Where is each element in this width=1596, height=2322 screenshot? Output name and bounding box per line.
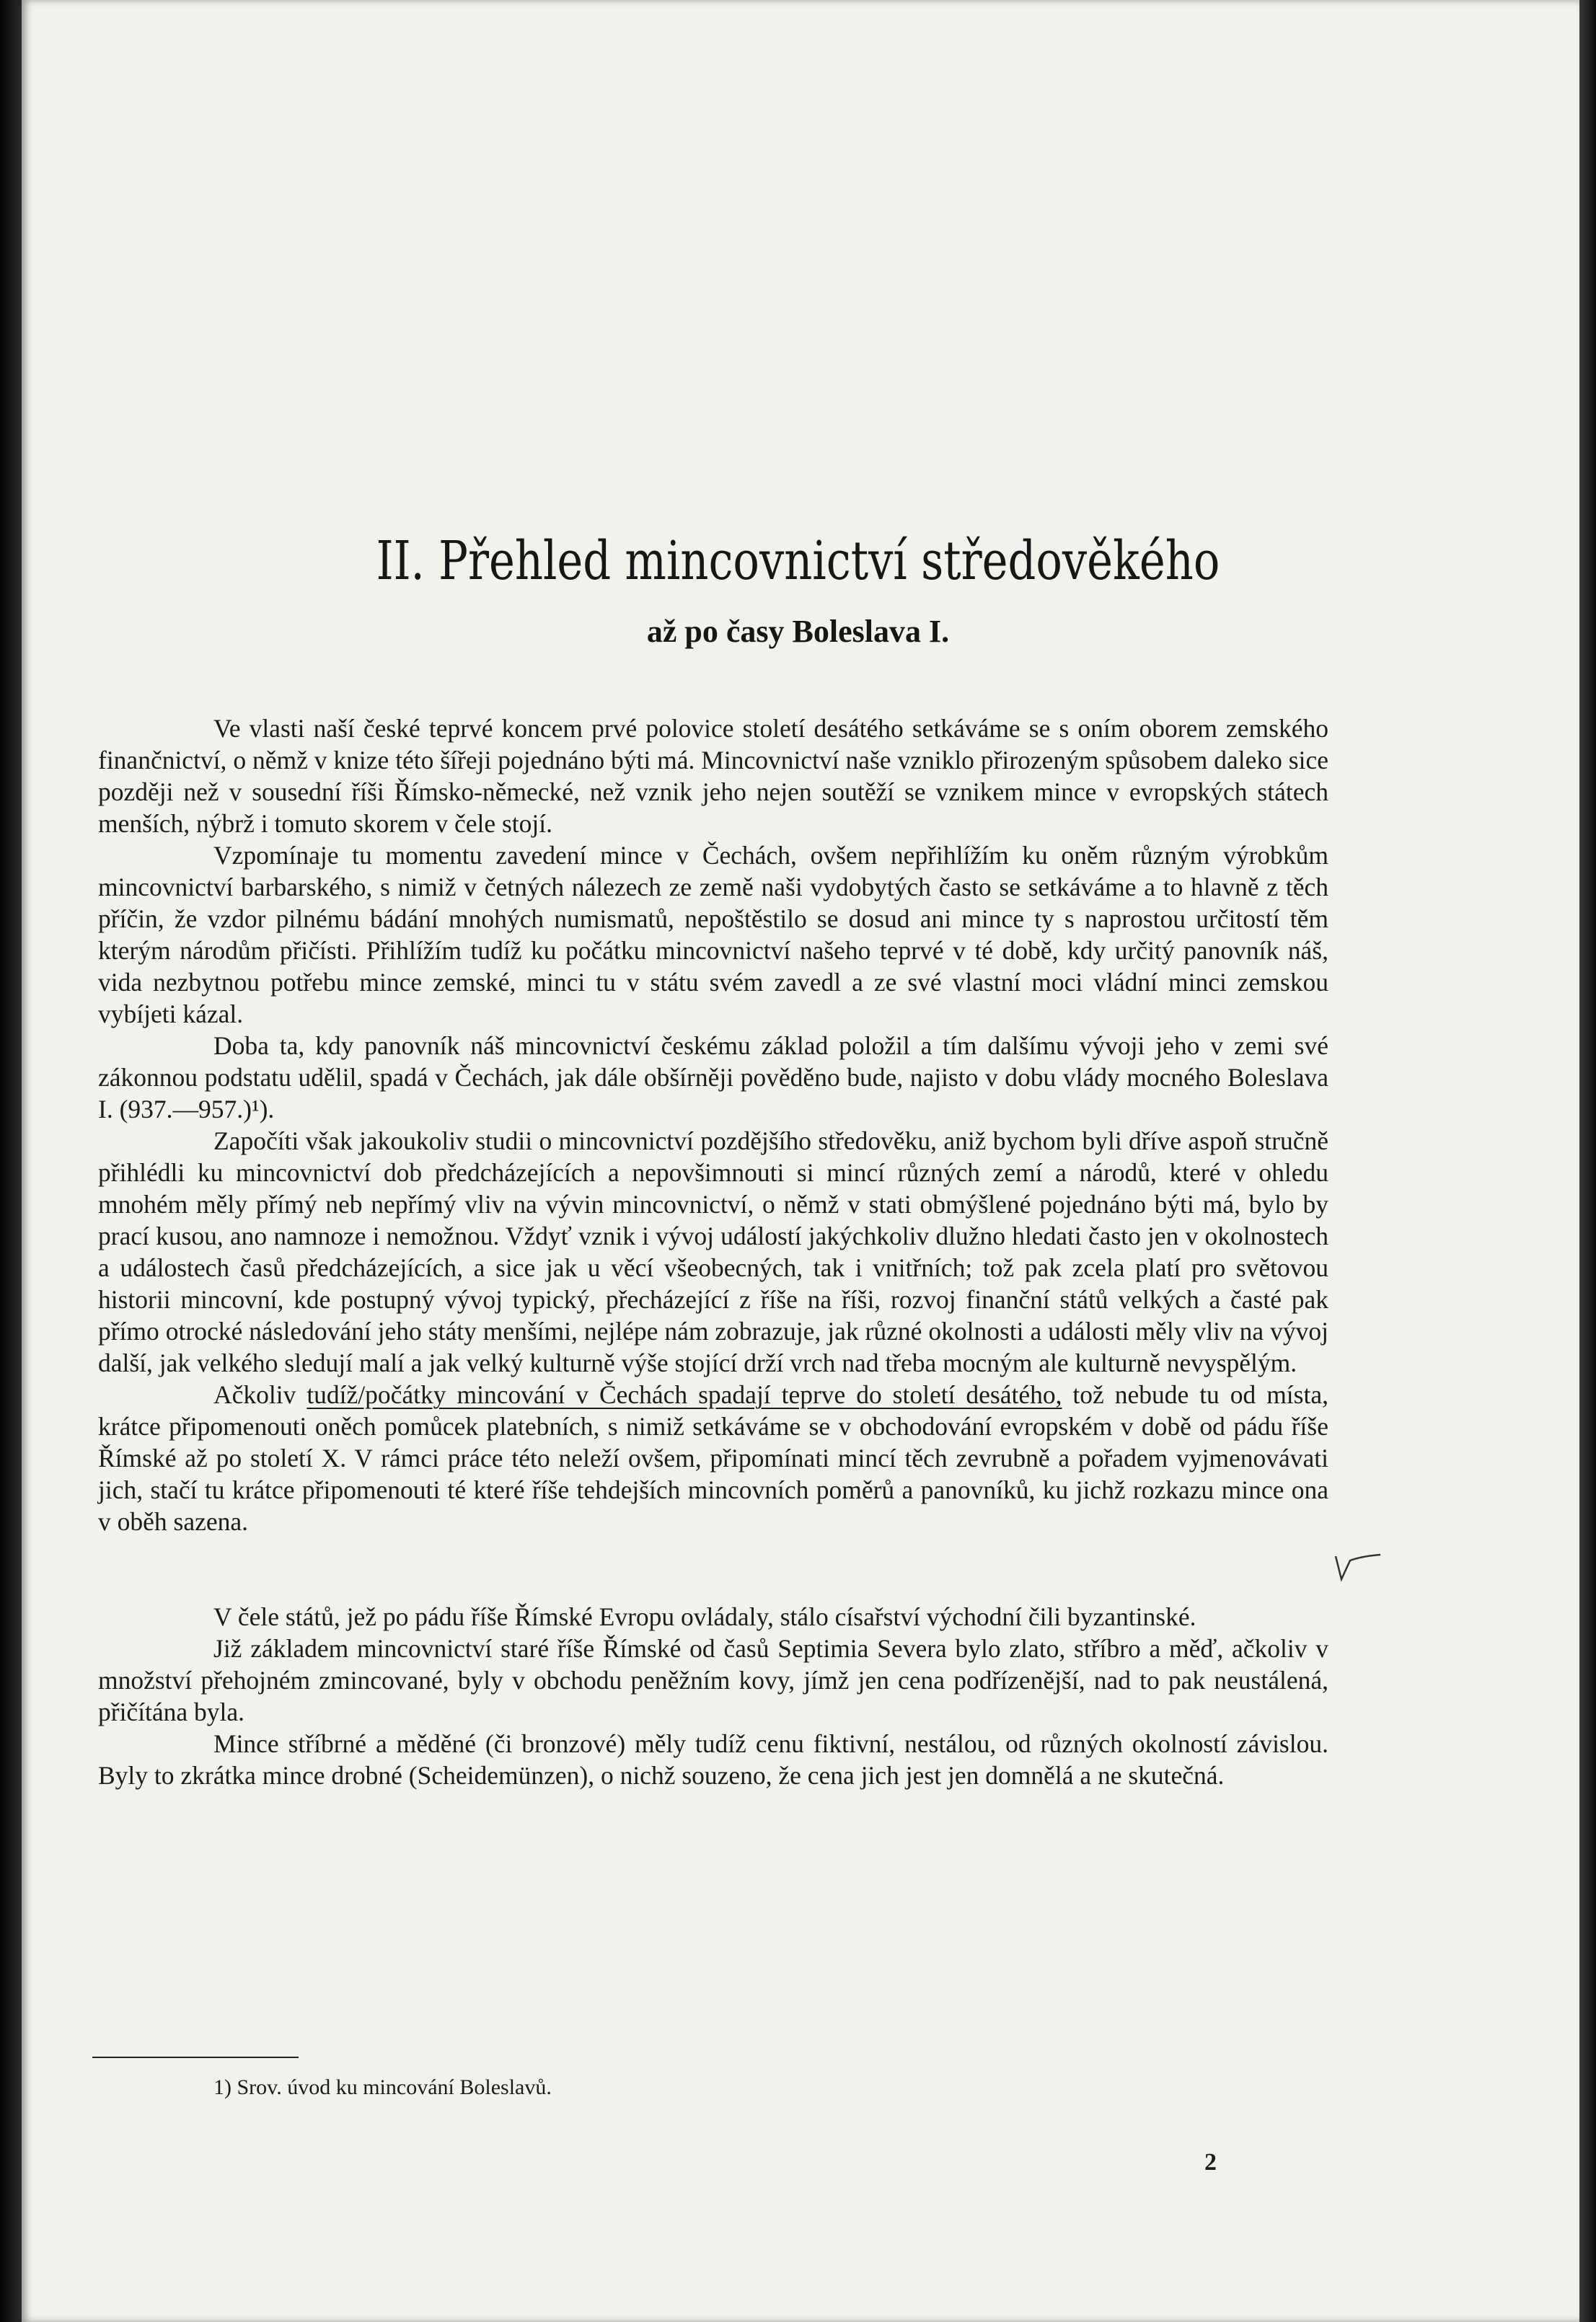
paragraph-5-end: tož nebude tu od místa, krátce připomenouti oněch pomůcek platebních, s nimiž setkáváme se v obchodování evropském v době od pádu říše Římské až po století X. V rámci práce této neleží ovšem, připomínati mincí těch zevrubně a pořadem vyjmenovávati jich, stačí tu krátce připomenouti té které říše tehdejších mincovních poměrů a panovníků, ku jichž rozkazu mince ona v oběh sazena. — [98, 1380, 1328, 1536]
body-text — [98, 712, 1328, 1791]
paragraph-8: Mince stříbrné a měděné (či bronzové) měly tudíž cenu fiktivní, nestálou, od různých okolností závislou. Byly to zkrátka mince drobné (Scheidemünzen), o nichž souzeno, že cena jich jest jen domnělá a ne skutečná. — [98, 1729, 1328, 1790]
chapter-subheading: až po časy Boleslava I. — [646, 614, 950, 649]
paragraph-1: Ve vlasti naší české teprvé koncem prvé polovice století desátého setkáváme se s oním oborem zemského finančnictví, o němž v knize této šířeji pojednáno býti má. Mincovnictví naše vzniklo přirozeným spůsobem daleko sice později než v sousední říši Římsko-německé, než vznik jeho nejen soutěží se vznikem mince v evropských státech menších, nýbrž i tomuto skorem v čele stojí. — [98, 714, 1328, 838]
paragraph-5 — [98, 1379, 1328, 1537]
page-number: 2 — [1204, 2149, 1217, 2176]
footnote: 1) Srov. úvod ku mincování Boleslavů. — [213, 2075, 552, 2099]
paragraph-7: Již základem mincovnictví staré říše Římské od časů Septimia Severa bylo zlato, stříbro a měď, ačkoliv v množství přehojném zmincované, byly v obchodu peněžním kovy, jímž jen cena podřízenější, nad to pak neustálená, přičítána byla. — [98, 1634, 1328, 1726]
paragraph-4: Započíti však jakoukoliv studii o mincovnictví pozdějšího středověku, aniž bychom byli dříve aspoň stručně přihlédli ku mincovnictví dob předcházejících a nepovšimnouti si mincí různých zemí a národů, které v ohledu mnohém měly přímý neb nepřímý vliv na vývin mincovnictví, o němž v stati obmýšlené pojednáno býti má, bylo by prací kusou, ano namnoze i nemožnou. Vždyť vznik i vývoj událostí jakýchkoliv dlužno hledati často jen v okolnostech a událostech časů předcházejících, a sice jak u věcí všeobecných, tak i vnitřních; tož pak zcela platí pro světovou historii mincovní, kde postupný vývoj typický, přecházející z říše na říši, rozvoj finanční států velkých a časté pak přímo otrocké následování jeho státy menšími, nejlépe nám zobrazuje, jak různé okolnosti a události měly vliv na vývoj další, jak velkého sledují malí a jak velký kulturně výše stojící drží vrch nad třeba mocným ale kulturně nevyspělým. — [98, 1126, 1328, 1377]
handwritten-margin-mark — [1333, 1550, 1383, 1586]
paragraph-2: Vzpomínaje tu momentu zavedení mince v Čechách, ovšem nepřihlížím ku oněm různým výrobkům mincovnictví barbarského, s nimiž v četných nálezech ze země naši vydobytých často se setkáváme a to hlavně z těch příčin, že vzdor pilnému bádání mnohých numismatů, nepoštěstilo se dosud ani mince ty s naprostou určitostí těm kterým národům přičísti. Přihlížím tudíž ku počátku mincovnictví našeho teprvé v té době, kdy určitý panovník náš, vida nezbytnou potřebu mince zemské, minci tu v státu svém zavedl a ze své vlastní moci vládní minci zemskou vybíjeti kázal. — [98, 841, 1328, 1028]
footnote-divider — [92, 2057, 299, 2058]
paragraph-6: V čele států, jež po pádu říše Římské Evropu ovládaly, stálo císařství východní čili byzantinské. — [213, 1602, 1196, 1631]
page-right-edge — [1579, 0, 1596, 2322]
paragraph-5-start: Ačkoliv — [213, 1380, 307, 1409]
page-binding-edge — [0, 0, 22, 2322]
chapter-heading: II. Přehled mincovnictví středověkého — [376, 530, 1220, 592]
paragraph-5-underlined: tudíž/počátky mincování v Čechách spadají teprve do století desátého, — [307, 1380, 1062, 1409]
paragraph-3: Doba ta, kdy panovník náš mincovnictví českému základ položil a tím dalšímu vývoji jeho v zemi své zákonnou podstatu udělil, spadá v Čechách, jak dále obšírněji pověděno bude, najisto v dobu vlády mocného Boleslava I. (937.—957.)¹). — [98, 1031, 1328, 1124]
